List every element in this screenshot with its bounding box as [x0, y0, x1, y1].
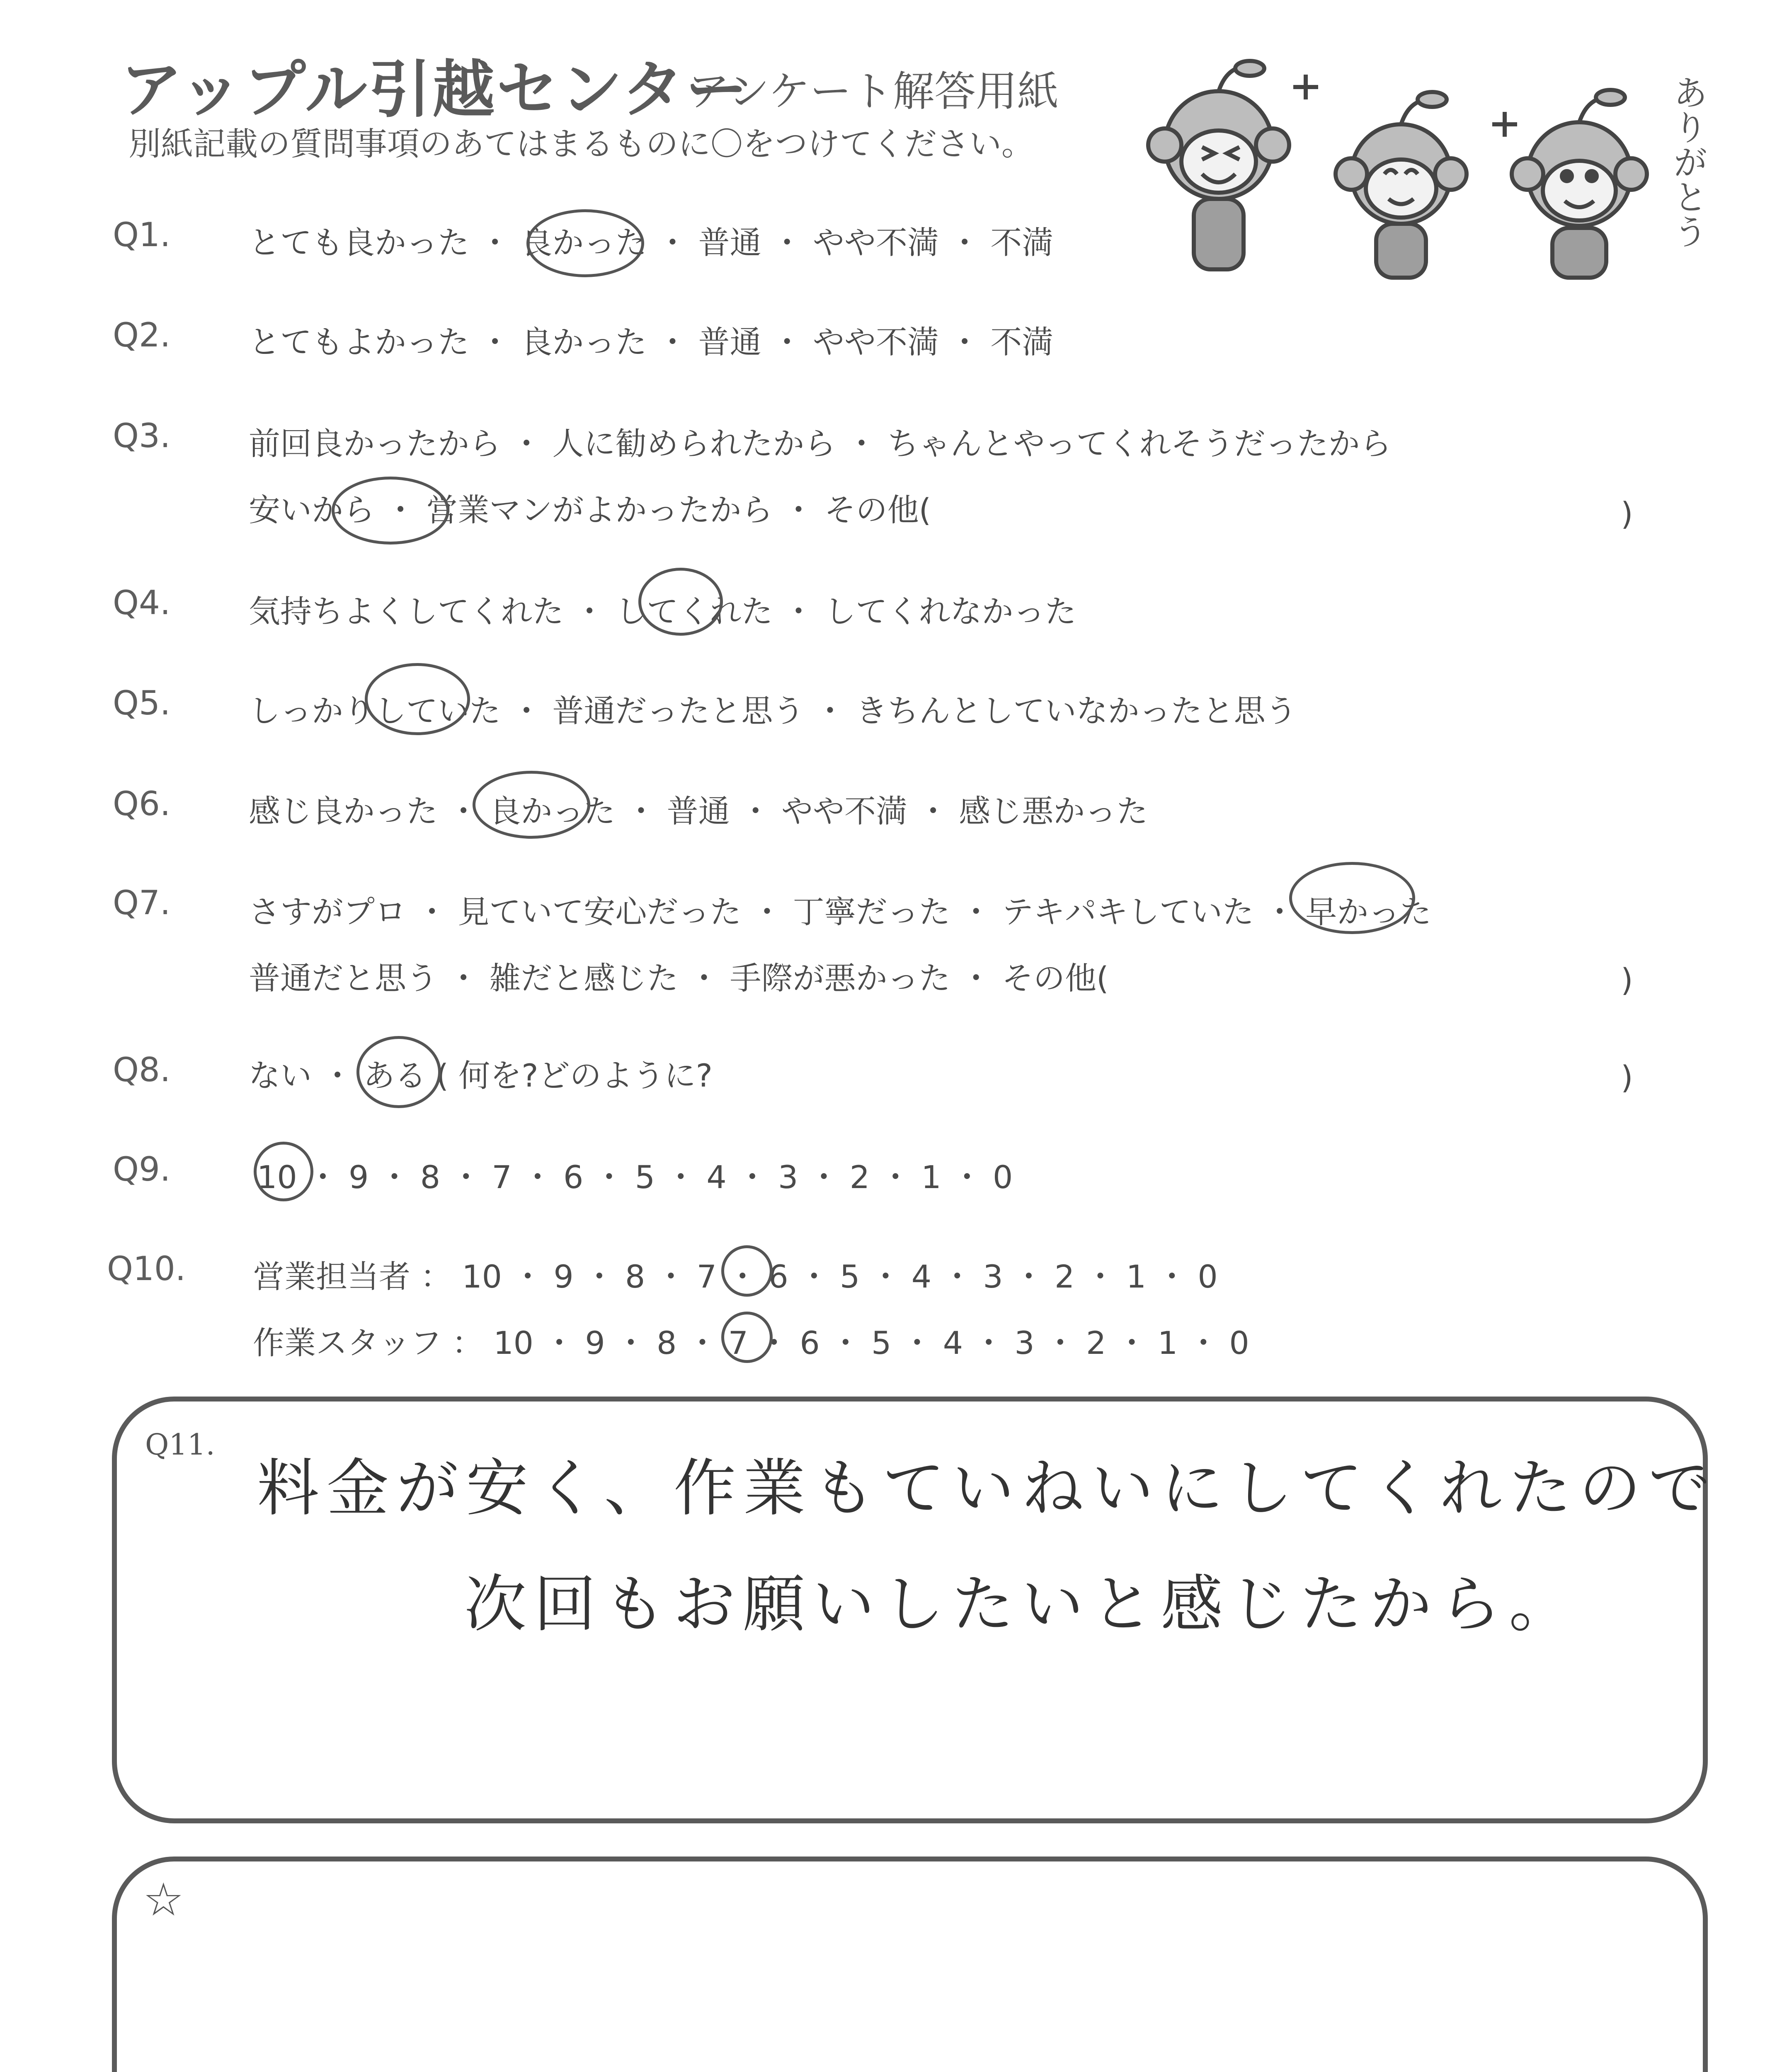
q2-number: Q2. — [113, 316, 171, 354]
q10-staff-selection-circle — [721, 1312, 773, 1363]
q8-close-paren: ) — [1621, 1059, 1633, 1096]
q8-selection-circle — [356, 1036, 441, 1108]
monkey-mascot-illustration — [1144, 50, 1700, 282]
q7-options-line1: さすがプロ ・ 見ていて安心だった ・ 丁寧だった ・ テキパキしていた ・ 早かった — [249, 893, 1432, 930]
form-subtitle: アンケート解答用紙 — [688, 67, 1059, 116]
q8-number: Q8. — [113, 1051, 171, 1089]
q9-selection-circle — [254, 1142, 313, 1201]
q1-options: とても良かった ・ 良かった ・ 普通 ・ やや不満 ・ 不満 — [249, 224, 1054, 261]
instruction-text: 別紙記載の質問事項のあてはまるものに〇をつけてください。 — [128, 126, 1034, 163]
q4-selection-circle — [638, 568, 723, 636]
q8-options: ない ・ ある ( 何を?どのように? — [249, 1057, 713, 1094]
q6-selection-circle — [473, 771, 590, 839]
q9-scale: 10 ・ 9 ・ 8 ・ 7 ・ 6 ・ 5 ・ 4 ・ 3 ・ 2 ・ 1 ・ 0 — [257, 1159, 1013, 1196]
q3-close-paren: ) — [1621, 495, 1633, 532]
q7-number: Q7. — [113, 884, 171, 922]
q10-staff-scale: 作業スタッフ ： 10 ・ 9 ・ 8 ・ 7 ・ 6 ・ 5 ・ 4 ・ 3 ・ 2 ・ 1 ・ 0 — [253, 1324, 1249, 1361]
q3-selection-circle — [332, 477, 449, 545]
q7-selection-circle — [1289, 862, 1415, 934]
q10-number: Q10. — [107, 1249, 186, 1288]
q5-number: Q5. — [113, 684, 171, 722]
q5-selection-circle — [365, 663, 470, 735]
q2-options: とてもよかった ・ 良かった ・ 普通 ・ やや不満 ・ 不満 — [249, 324, 1054, 361]
star-icon: ☆ — [143, 1873, 184, 1926]
q4-options: 気持ちよくしてくれた ・ してくれた ・ してくれなかった — [249, 593, 1076, 630]
q7-close-paren: ) — [1621, 961, 1633, 998]
q10-sales-scale: 営業担当者 ： 10 ・ 9 ・ 8 ・ 7 ・ 6 ・ 5 ・ 4 ・ 3 ・ 2 ・ 1 ・ 0 — [253, 1258, 1218, 1295]
free-comment-box — [112, 1857, 1708, 2072]
q11-answer-line1: 料金が安く、作業もていねいにしてくれたので — [257, 1452, 1719, 1525]
q1-number: Q1. — [113, 215, 171, 254]
q4-number: Q4. — [113, 583, 171, 622]
thanks-text: ありがとう — [1668, 75, 1708, 249]
q3-options-line2: 安いから ・ 営業マンがよかったから ・ その他( — [249, 491, 931, 528]
q3-options-line1: 前回良かったから ・ 人に勧められたから ・ ちゃんとやってくれそうだったから — [249, 425, 1392, 462]
monkey-mascots-icon — [1144, 50, 1700, 282]
q6-options: 感じ良かった ・ 良かった ・ 普通 ・ やや不満 ・ 感じ悪かった — [249, 793, 1148, 830]
q3-number: Q3. — [113, 416, 171, 455]
q10-sales-selection-circle — [721, 1245, 773, 1297]
q6-number: Q6. — [113, 784, 171, 823]
q5-options: しっかりしていた ・ 普通だったと思う ・ きちんとしていなかったと思う — [249, 692, 1297, 729]
q1-selection-circle — [526, 209, 644, 277]
form-title: アップル引越センター — [120, 54, 749, 126]
q9-number: Q9. — [113, 1150, 171, 1188]
q7-options-line2: 普通だと思う ・ 雑だと感じた ・ 手際が悪かった ・ その他( — [249, 960, 1109, 997]
q11-answer-line2: 次回もお願いしたいと感じたから。 — [464, 1569, 1579, 1641]
q11-label: Q11. — [145, 1428, 215, 1462]
